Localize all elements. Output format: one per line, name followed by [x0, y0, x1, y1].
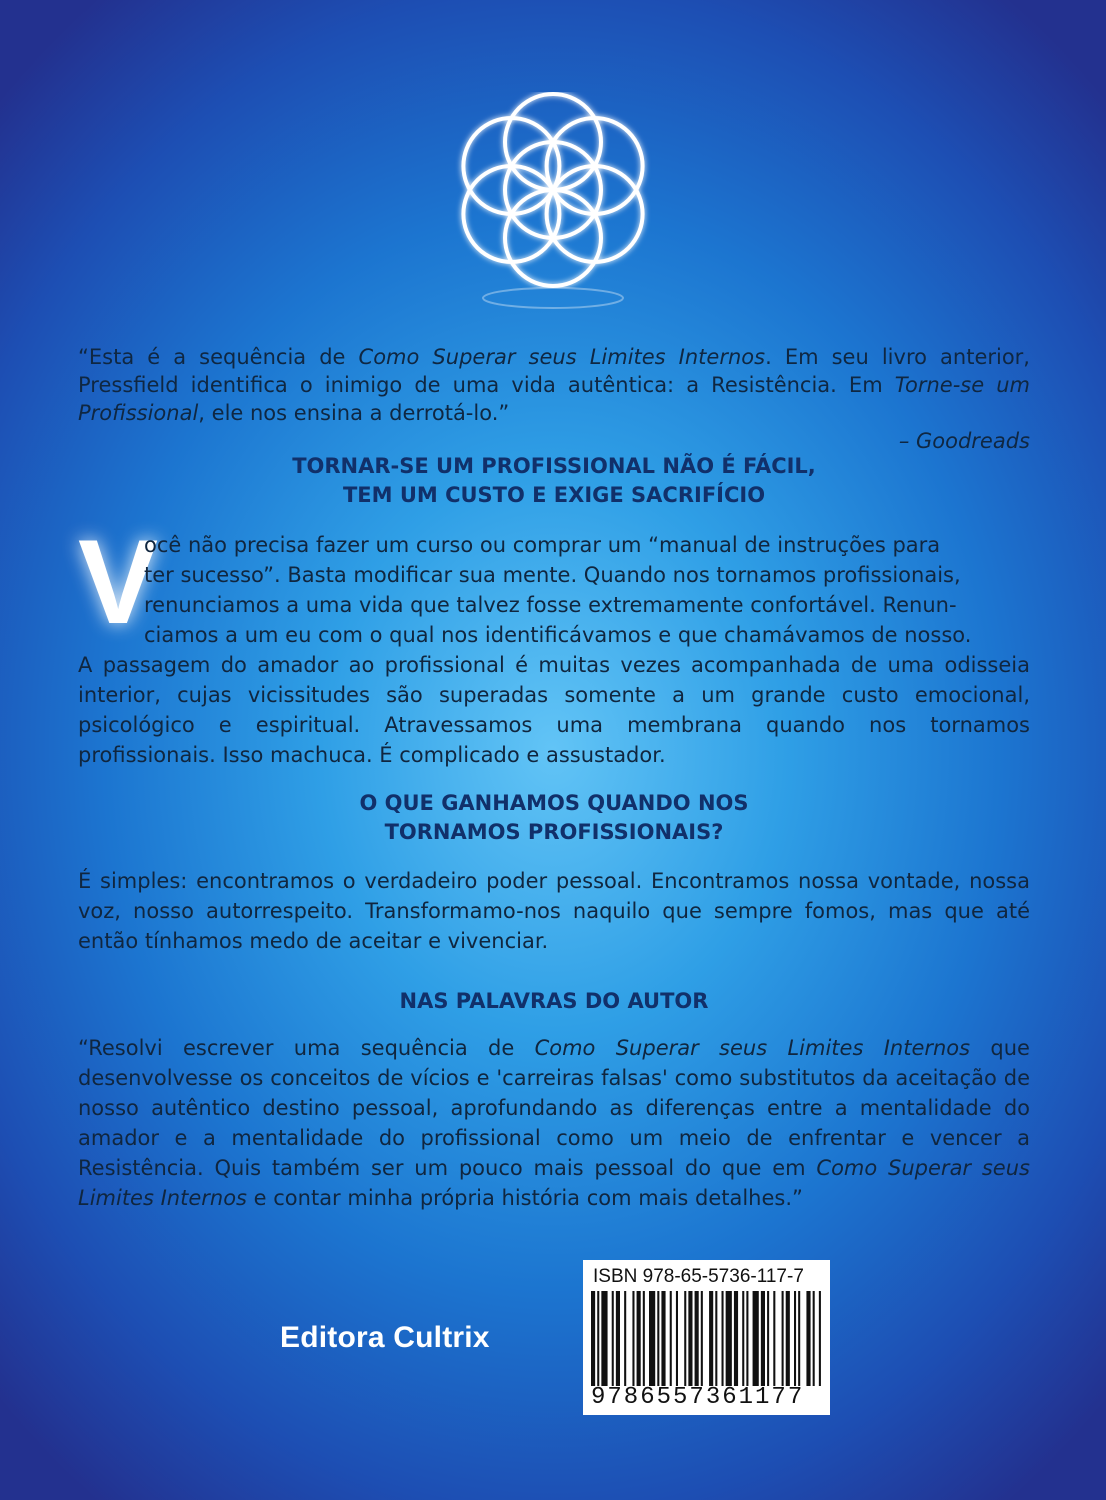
- book-title: Torne-se um Profissional: [78, 373, 1030, 425]
- section-heading-1: [78, 452, 1030, 510]
- barcode-bar: [709, 1291, 713, 1386]
- barcode-bar: [616, 1291, 620, 1386]
- quote-text: . Em seu livro anterior, Pressfield identifica o inimigo de uma vida autêntica: a Resistência. Em: [78, 345, 1030, 397]
- publisher-name: Editora Cultrix: [280, 1321, 490, 1354]
- barcode-bar: [632, 1291, 634, 1386]
- quote-attribution: – Goodreads: [898, 429, 1030, 453]
- barcode-bar: [637, 1291, 641, 1386]
- barcode-bar: [612, 1291, 614, 1386]
- isbn-barcode: [583, 1260, 830, 1415]
- barcode-bar: [722, 1291, 724, 1386]
- barcode-bar: [742, 1291, 744, 1386]
- heading-line: O QUE GANHAMOS QUANDO NOS: [359, 791, 749, 815]
- barcode-bar: [819, 1291, 821, 1386]
- barcode-bar: [794, 1291, 796, 1386]
- barcode-bar: [782, 1291, 784, 1386]
- isbn-label: ISBN 978-65-5736-117-7: [593, 1266, 804, 1287]
- book-title: Como Superar seus Limites Internos: [358, 345, 766, 369]
- barcode-bar: [813, 1291, 815, 1386]
- barcode-bar: [753, 1291, 759, 1386]
- body-line: ciamos a um eu com o qual nos identificávamos e que chamávamos de nosso.: [144, 623, 972, 647]
- quote-text: e contar minha própria história com mais detalhes.”: [246, 1186, 803, 1210]
- book-title: Como Superar seus Limites Internos: [78, 1156, 1030, 1210]
- barcode-bar: [701, 1291, 703, 1386]
- body-line: ocê não precisa fazer um curso ou comprar um “manual de instruções para: [144, 533, 941, 557]
- opening-quote: [78, 343, 1030, 455]
- section-2-body: É simples: encontramos o verdadeiro poder pessoal. Encontramos nossa vontade, nossa voz, nosso autorrespeito. Transformamo-nos naquilo que sempre fomos, mas que até então tínhamos medo de aceitar e vivenciar.: [78, 869, 1030, 953]
- barcode-bar: [684, 1291, 686, 1386]
- barcode-bar: [657, 1291, 659, 1386]
- barcode-bar: [726, 1291, 732, 1386]
- logo-reflection: [480, 284, 626, 324]
- barcode-bar: [761, 1291, 765, 1386]
- barcode-bar: [661, 1291, 665, 1386]
- barcode-bar: [695, 1291, 699, 1386]
- opening-quote-text: [78, 343, 1030, 427]
- heading-line: TORNAR-SE UM PROFISSIONAL NÃO É FÁCIL,: [292, 454, 816, 478]
- barcode-bar: [688, 1291, 692, 1386]
- barcode-bar: [734, 1291, 738, 1386]
- section-1-body: [78, 530, 1030, 770]
- barcode-bar: [676, 1291, 678, 1386]
- body-paragraph: A passagem do amador ao profissional é muitas vezes acompanhada de uma odisseia interior, cujas vicissitudes são superadas somente a um grande custo emocional, psicológico e espiritual. Atravessamos uma membrana quando nos tornamos profissionais. Isso machuca. É complicado e assustador.: [78, 653, 1030, 767]
- barcode-digits: 9786557361177: [591, 1384, 805, 1411]
- barcode-bars: [591, 1291, 823, 1386]
- heading-line: TORNAMOS PROFISSIONAIS?: [384, 820, 724, 844]
- barcode-bar: [624, 1291, 626, 1386]
- barcode-bar: [643, 1291, 645, 1386]
- barcode-bar: [746, 1291, 748, 1386]
- barcode-bar: [806, 1291, 810, 1386]
- quote-text: , ele nos ensina a derrotá-lo.”: [198, 401, 510, 425]
- drop-cap-letter: V: [78, 515, 159, 649]
- author-quote: [78, 1033, 1030, 1213]
- section-heading-3: [78, 987, 1030, 1016]
- barcode-bar: [601, 1291, 607, 1386]
- flower-of-life-logo: [455, 92, 651, 288]
- barcode-bar: [715, 1291, 717, 1386]
- quote-text: “Resolvi escrever uma sequência de: [78, 1036, 535, 1060]
- heading-line: TEM UM CUSTO E EXIGE SACRIFÍCIO: [342, 483, 766, 507]
- body-line: ter sucesso”. Basta modificar sua mente. Quando nos tornamos profissionais,: [144, 563, 961, 587]
- section-heading-2: [78, 789, 1030, 847]
- barcode-bar: [670, 1291, 672, 1386]
- body-line: renunciamos a uma vida que talvez fosse extremamente confortável. Renun-: [144, 593, 957, 617]
- barcode-bar: [597, 1291, 599, 1386]
- barcode-bar: [773, 1291, 775, 1386]
- quote-text: que desenvolvesse os conceitos de vícios e 'carreiras falsas' como substitutos da aceitação de nosso autêntico destino pessoal, aprofundando as diferenças entre a mentalidade do amador e a mentalidade do profissional como um meio de enfrentar e vencer a Resistência. Quis também ser um pouco mais pessoal do que em: [78, 1036, 1030, 1180]
- barcode-bar: [649, 1291, 655, 1386]
- heading-line: NAS PALAVRAS DO AUTOR: [399, 989, 709, 1013]
- book-title: Como Superar seus Limites Internos: [534, 1036, 971, 1060]
- barcode-bar: [591, 1291, 595, 1386]
- barcode-bar: [786, 1291, 790, 1386]
- quote-text: “Esta é a sequência de: [78, 345, 359, 369]
- barcode-bar: [767, 1291, 769, 1386]
- barcode-bar: [798, 1291, 800, 1386]
